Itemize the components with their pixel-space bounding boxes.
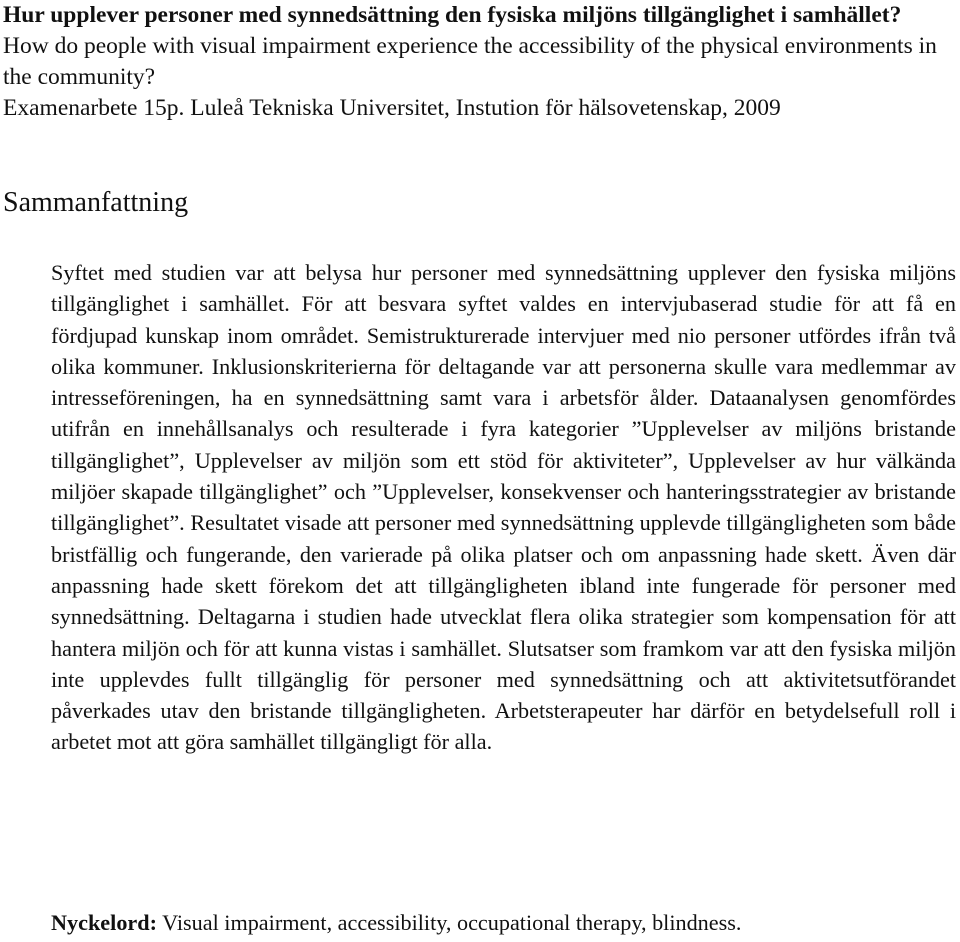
- swedish-title: Hur upplever personer med synnedsättning den fysiska miljöns tillgänglighet i samhället?: [3, 2, 902, 28]
- abstract-paragraph: Syftet med studien var att belysa hur personer med synnedsättning upplever den fysiska miljöns tillgänglighet i samhället. För att besvara syftet valdes en intervjubaserad studie för att få en fördjupad kunskap inom området. Semistrukturerade intervjuer med nio personer utfördes ifrån två olika kommuner. Inklusionskriterierna för deltagande var att personerna skulle vara medlemmar av intresseföreningen, ha en synnedsättning samt vara i arbetsför ålder. Dataanalysen genomfördes utifrån en innehållsanalys och resulterade i fyra kategorier ”Upplevelser av miljöns bristande tillgänglighet”, Upplevelser av miljön som ett stöd för aktiviteter”, Upplevelser av hur välkända miljöer skapade tillgänglighet” och ”Upplevelser, konsekvenser och hanteringsstrategier av bristande tillgänglighet”. Resultatet visade att personer med synnedsättning upplevde tillgängligheten som både bristfällig och fungerande, den varierade på olika platser och om anpassning hade skett. Även där anpassning hade skett förekom det att tillgängligheten ibland inte fungerade för personer med synnedsättning. Deltagarna i studien hade utvecklat flera olika strategier som kompensation för att hantera miljön och för att kunna vistas i samhället. Slutsatser som framkom var att den fysiska miljön inte upplevdes fullt tillgänglig för personer med synnedsättning och att aktivitetsutförandet påverkades utav den bristande tillgängligheten. Arbetsterapeuter har därför en betydelsefull roll i arbetet mot att göra samhället tillgängligt för alla.: [51, 260, 956, 755]
- keywords-text: Visual impairment, accessibility, occupational therapy, blindness.: [157, 910, 742, 935]
- document-header: [3, 0, 953, 124]
- keywords-label: Nyckelord:: [51, 910, 157, 935]
- keywords-line: [51, 908, 956, 938]
- section-heading: Sammanfattning: [3, 187, 189, 218]
- thesis-info: Examenarbete 15p. Luleå Tekniska Universitet, Instution för hälsovetenskap, 2009: [3, 95, 781, 121]
- english-title: How do people with visual impairment experience the accessibility of the physical environments in the community?: [3, 33, 937, 90]
